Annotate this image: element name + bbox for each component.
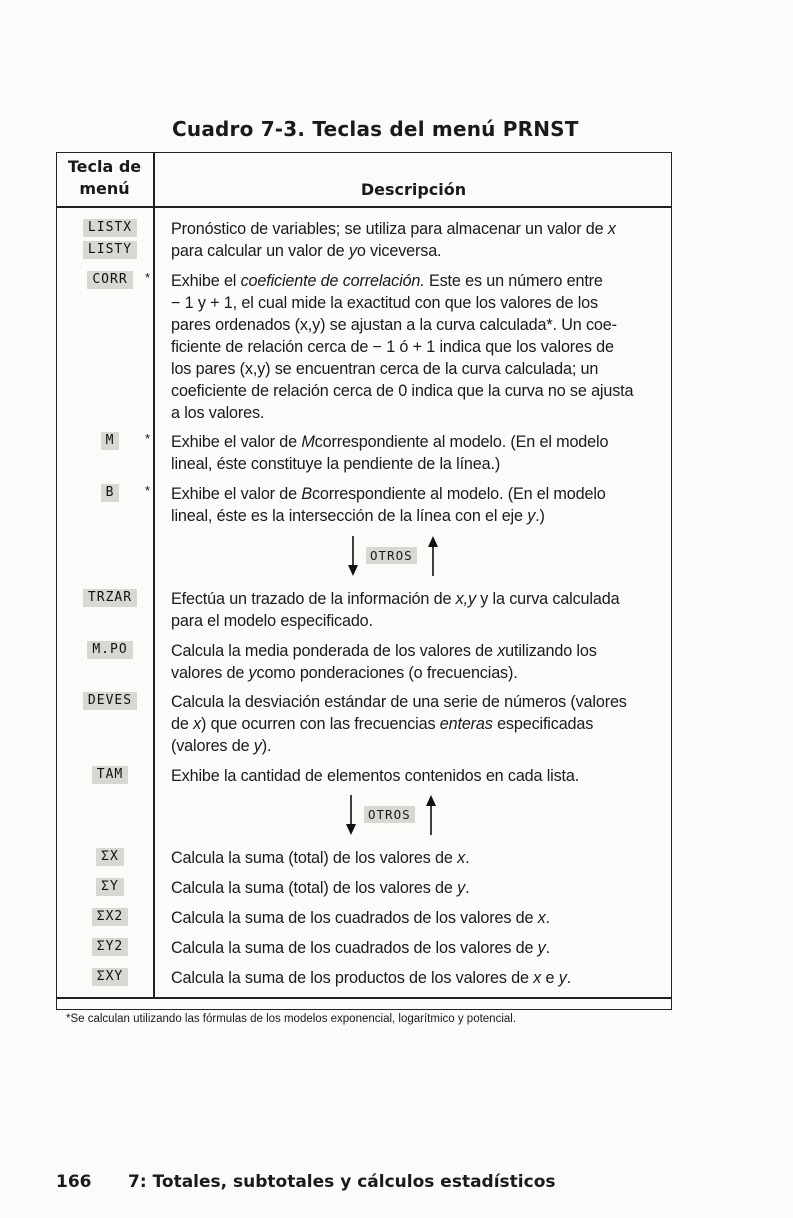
key-b: B * [72,483,148,503]
page-number: 166 [56,1172,92,1192]
desc-sum-y: Calcula la suma (total) de los valores de y. [171,879,470,897]
desc-tam: Exhibe la cantidad de elementos contenidos en cada lista. [171,767,580,785]
otros-label: OTROS [364,806,415,823]
chapter-title: 7: Totales, subtotales y cálculos estadísticos [128,1172,556,1192]
column-divider [153,152,155,998]
otros-indicator [336,794,446,836]
desc-mpo: Calcula la media ponderada de los valores de xutilizando los valores de ycomo ponderaciones (o frecuencias). [171,642,597,682]
footnote-mark: * [144,270,150,285]
arrow-down-icon [346,535,360,577]
desc-deves: Calcula la desviación estándar de una serie de números (valores de x) que ocurren con las frecuencias enteras especificadas (valores de y). [171,693,627,755]
footnote-mark: * [144,483,150,498]
key-sum-y2: ΣY2 [72,937,148,957]
key-sum-x2: ΣX2 [72,907,148,927]
desc-m: Exhibe el valor de Mcorrespondiente al modelo. (En el modelo lineal, éste constituye la pendiente de la línea.) [171,433,609,473]
footnote: *Se calculan utilizando las fórmulas de los modelos exponencial, logarítmico y potencial. [66,1013,517,1025]
key-sum-xy: ΣXY [72,967,148,987]
desc-b: Exhibe el valor de Bcorrespondiente al modelo. (En el modelo lineal, éste es la intersección de la línea con el eje y.) [171,485,606,525]
desc-sum-xy: Calcula la suma de los productos de los valores de x e y. [171,969,571,987]
key-deves: DEVES [72,691,148,711]
desc-trzar: Efectúa un trazado de la información de x,y y la curva calculada para el modelo especificado. [171,590,620,630]
page-footer [56,1172,556,1192]
arrow-up-icon [426,535,440,577]
otros-label: OTROS [366,547,417,564]
description-column-header: Descripción [360,180,467,199]
desc-sum-x: Calcula la suma (total) de los valores de x. [171,849,470,867]
key-listy: LISTY [72,240,148,260]
desc-corr: Exhibe el coeficiente de correlación. Este es un número entre − 1 y + 1, el cual mide la exactitud con que los valores de los pares ordenados (x,y) se ajustan a la curva calculada*. Un coe- ficiente de relación cerca de − 1 ó + 1 indica que los valores de los pares (x,y) se encuentran cerca de la curva calculada; un coeficiente de relación cerca de 0 indica que la curva no se ajusta a los valores. [171,272,634,422]
header-divider [56,206,672,208]
footnote-mark: * [144,431,150,446]
desc-sum-y2: Calcula la suma de los cuadrados de los valores de y. [171,939,550,957]
desc-sum-x2: Calcula la suma de los cuadrados de los valores de x. [171,909,550,927]
table-title: Cuadro 7-3. Teclas del menú PRNST [172,117,579,141]
footnote-divider [56,997,672,999]
key-sum-y: ΣY [72,877,148,897]
key-column-header: Tecla de menú [67,157,142,198]
key-corr: CORR * [72,270,148,290]
arrow-up-icon [424,794,438,836]
arrow-down-icon [344,794,358,836]
key-sum-x: ΣX [72,847,148,867]
key-tam: TAM [72,765,148,785]
key-trzar: TRZAR [72,588,148,608]
key-m: M * [72,431,148,451]
desc-list: Pronóstico de variables; se utiliza para almacenar un valor de x para calcular un valor de yo viceversa. [171,220,616,260]
key-listx: LISTX [72,218,148,238]
key-mpo: M.PO [72,640,148,660]
otros-indicator [338,535,448,577]
